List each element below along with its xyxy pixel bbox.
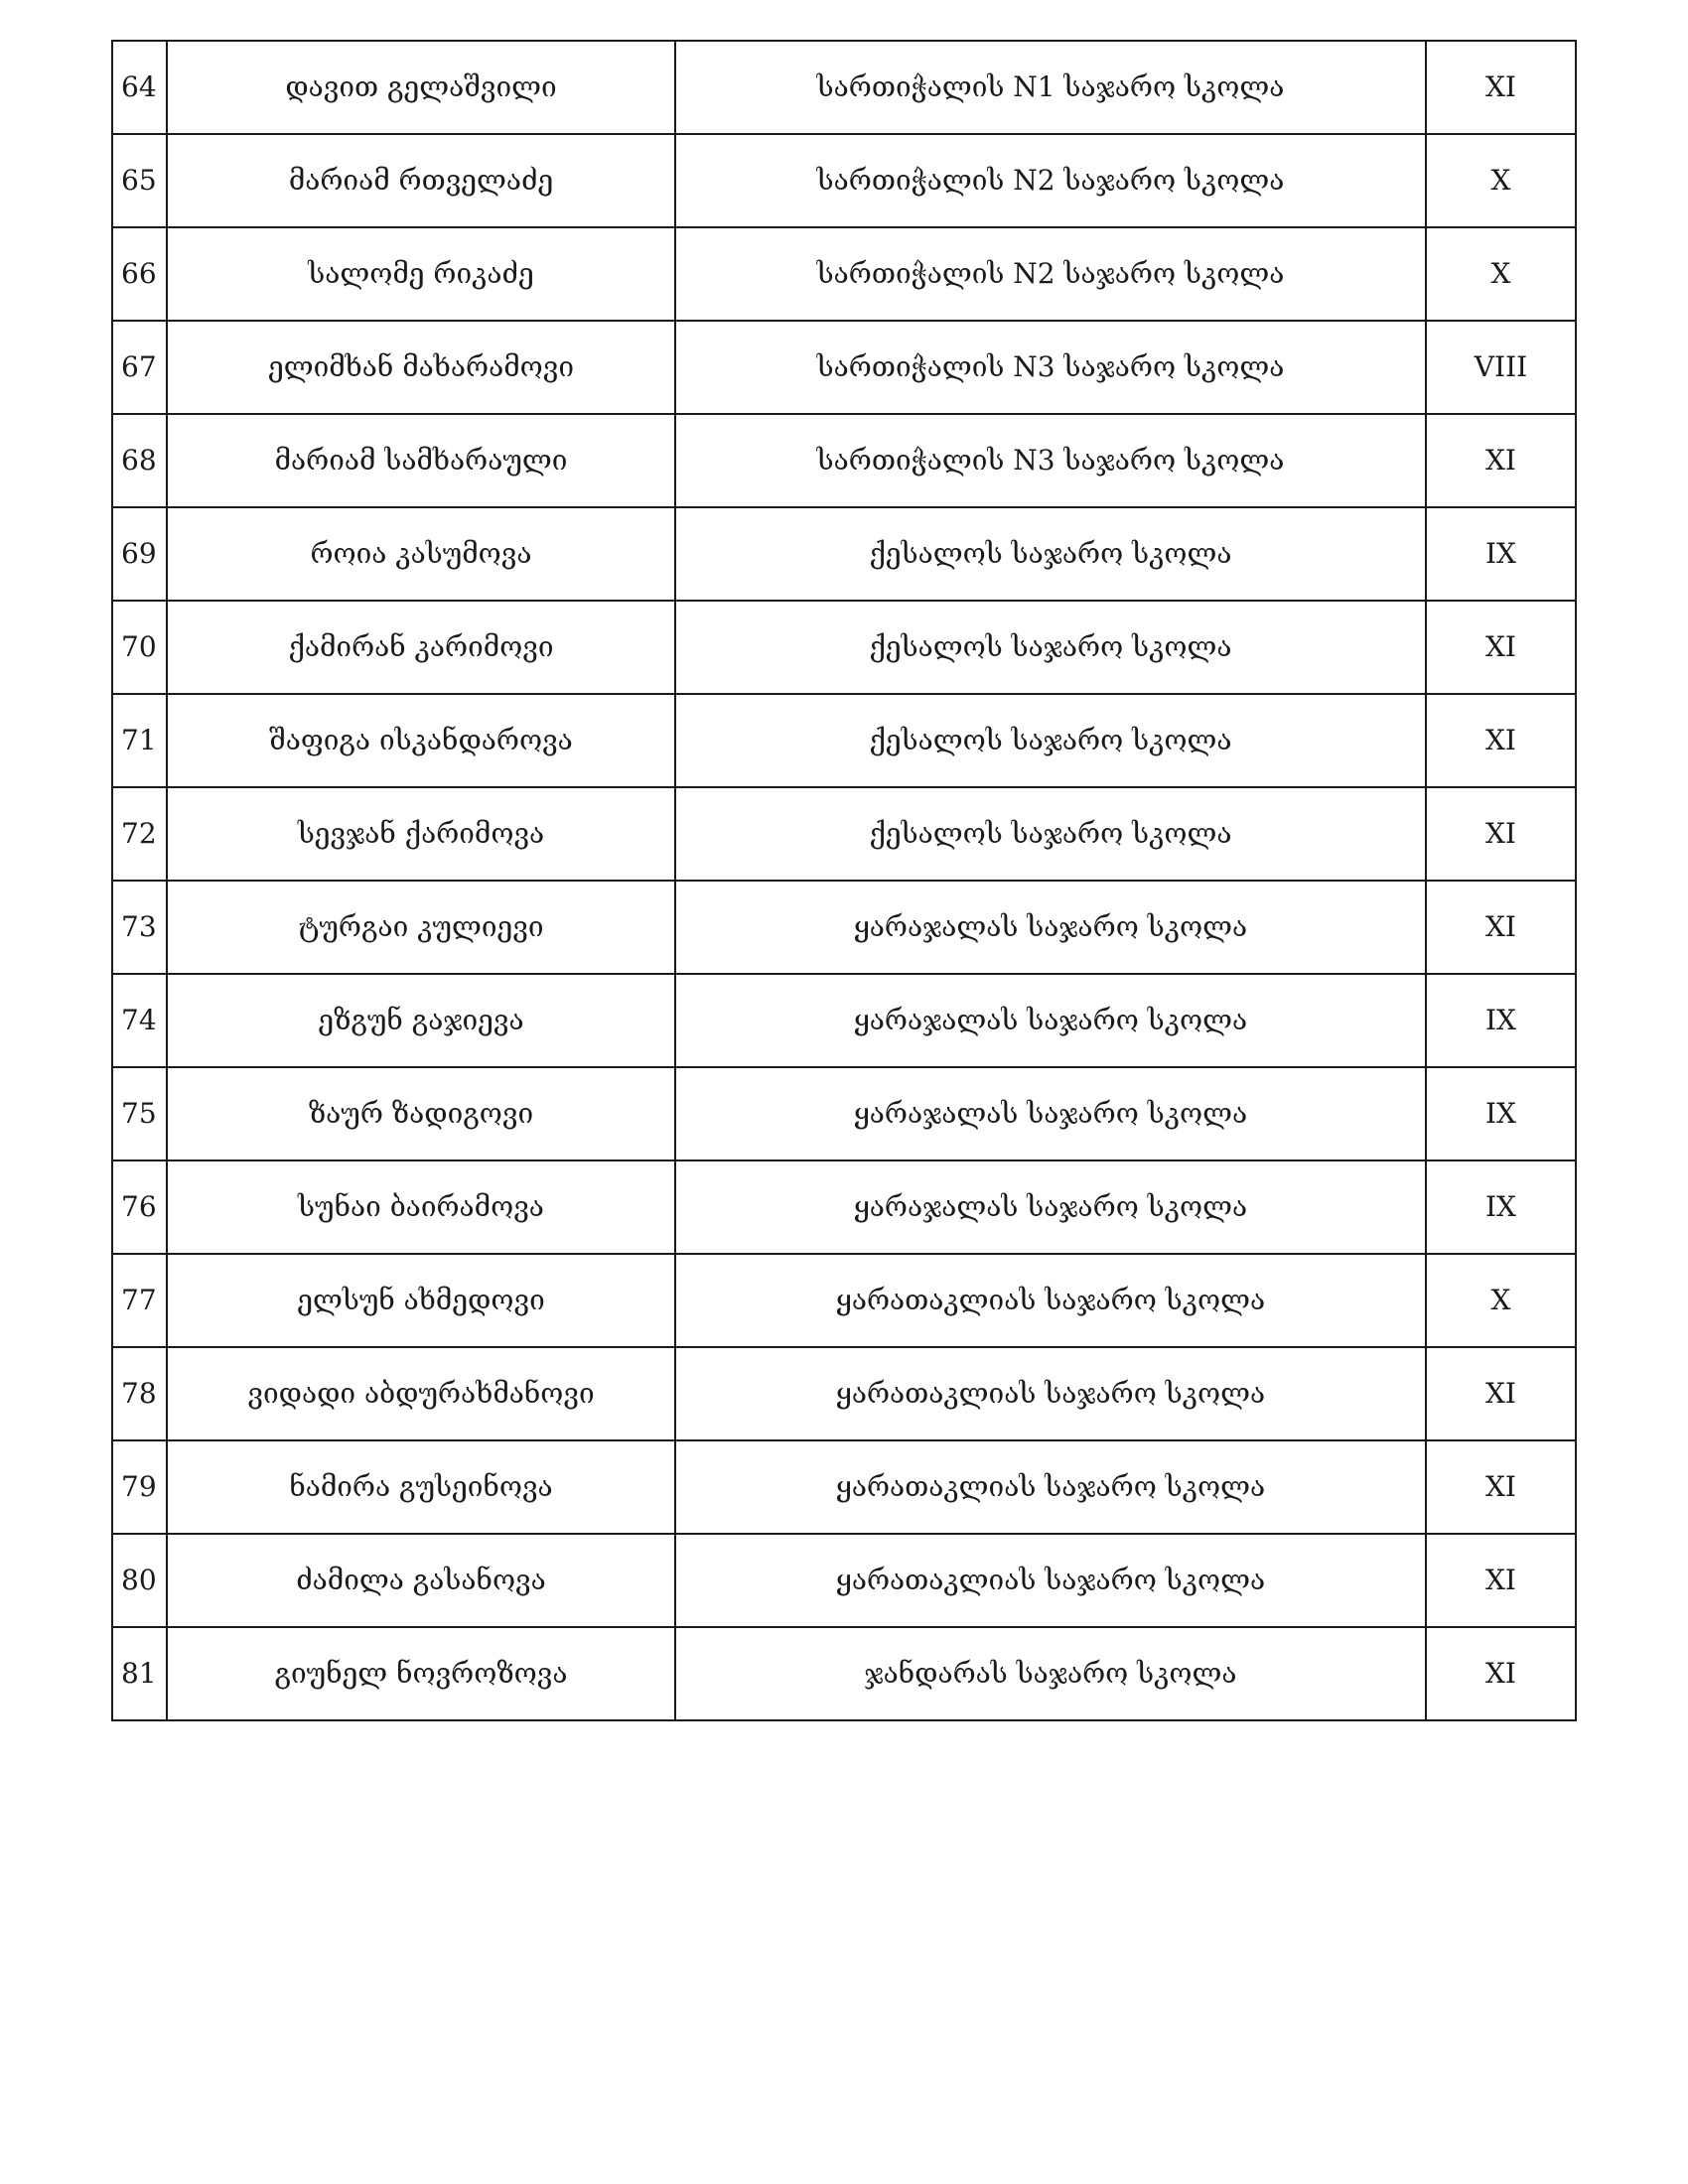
grade-cell: XI (1426, 601, 1576, 694)
row-number-cell: 81 (112, 1627, 167, 1720)
table-row (112, 1627, 1576, 1720)
table-row (112, 1067, 1576, 1160)
student-name-cell: ელსუნ ახმედოვი (167, 1254, 675, 1347)
row-number-cell: 78 (112, 1347, 167, 1440)
school-name-cell: ყარაჯალას საჯარო სკოლა (675, 881, 1426, 974)
student-name-cell: სუნაი ბაირამოვა (167, 1160, 675, 1254)
grade-cell: XI (1426, 1534, 1576, 1627)
row-number-cell: 69 (112, 507, 167, 601)
school-name-cell: ჯანდარას საჯარო სკოლა (675, 1627, 1426, 1720)
grade-cell: IX (1426, 507, 1576, 601)
school-name-cell: ქესალოს საჯარო სკოლა (675, 694, 1426, 787)
table-row (112, 41, 1576, 134)
row-number-cell: 73 (112, 881, 167, 974)
school-name-cell: ყარათაკლიას საჯარო სკოლა (675, 1534, 1426, 1627)
grade-cell: X (1426, 227, 1576, 321)
row-number-cell: 76 (112, 1160, 167, 1254)
student-name-cell: ელიმხან მახარამოვი (167, 321, 675, 414)
table-row (112, 134, 1576, 227)
row-number-cell: 74 (112, 974, 167, 1067)
school-name-cell: ქესალოს საჯარო სკოლა (675, 787, 1426, 881)
grade-cell: X (1426, 1254, 1576, 1347)
table-row (112, 1534, 1576, 1627)
student-name-cell: ძამილა გასანოვა (167, 1534, 675, 1627)
table-row (112, 1440, 1576, 1534)
grade-cell: VIII (1426, 321, 1576, 414)
table-row (112, 507, 1576, 601)
grade-cell: XI (1426, 414, 1576, 507)
student-name-cell: ვიდადი აბდურახმანოვი (167, 1347, 675, 1440)
row-number-cell: 70 (112, 601, 167, 694)
table-body (112, 41, 1576, 1720)
grade-cell: XI (1426, 694, 1576, 787)
table-row (112, 1160, 1576, 1254)
grade-cell: IX (1426, 1067, 1576, 1160)
grade-cell: XI (1426, 787, 1576, 881)
student-name-cell: ნამირა გუსეინოვა (167, 1440, 675, 1534)
school-name-cell: სართიჭალის N2 საჯარო სკოლა (675, 227, 1426, 321)
row-number-cell: 79 (112, 1440, 167, 1534)
student-name-cell: ზაურ ზადიგოვი (167, 1067, 675, 1160)
row-number-cell: 80 (112, 1534, 167, 1627)
student-name-cell: როია კასუმოვა (167, 507, 675, 601)
student-name-cell: სევჯან ქარიმოვა (167, 787, 675, 881)
school-name-cell: ქესალოს საჯარო სკოლა (675, 601, 1426, 694)
grade-cell: XI (1426, 881, 1576, 974)
table-row (112, 227, 1576, 321)
student-name-cell: ქამირან კარიმოვი (167, 601, 675, 694)
school-name-cell: სართიჭალის N2 საჯარო სკოლა (675, 134, 1426, 227)
student-name-cell: სალომე რიკაძე (167, 227, 675, 321)
school-name-cell: ყარაჯალას საჯარო სკოლა (675, 1067, 1426, 1160)
row-number-cell: 75 (112, 1067, 167, 1160)
row-number-cell: 72 (112, 787, 167, 881)
table-row (112, 974, 1576, 1067)
school-name-cell: სართიჭალის N3 საჯარო სკოლა (675, 321, 1426, 414)
grade-cell: XI (1426, 41, 1576, 134)
grade-cell: IX (1426, 974, 1576, 1067)
table-row (112, 1254, 1576, 1347)
school-name-cell: ყარაჯალას საჯარო სკოლა (675, 1160, 1426, 1254)
table-row (112, 321, 1576, 414)
table-row (112, 881, 1576, 974)
student-name-cell: შაფიგა ისკანდაროვა (167, 694, 675, 787)
table-row (112, 694, 1576, 787)
student-name-cell: ეზგუნ გაჯიევა (167, 974, 675, 1067)
student-name-cell: მარიამ სამხარაული (167, 414, 675, 507)
student-name-cell: მარიამ რთველაძე (167, 134, 675, 227)
table-row (112, 1347, 1576, 1440)
student-name-cell: გიუნელ ნოვროზოვა (167, 1627, 675, 1720)
row-number-cell: 77 (112, 1254, 167, 1347)
grade-cell: IX (1426, 1160, 1576, 1254)
row-number-cell: 65 (112, 134, 167, 227)
row-number-cell: 66 (112, 227, 167, 321)
school-name-cell: სართიჭალის N3 საჯარო სკოლა (675, 414, 1426, 507)
student-table (111, 40, 1577, 1721)
row-number-cell: 67 (112, 321, 167, 414)
school-name-cell: სართიჭალის N1 საჯარო სკოლა (675, 41, 1426, 134)
school-name-cell: ყარათაკლიას საჯარო სკოლა (675, 1347, 1426, 1440)
row-number-cell: 64 (112, 41, 167, 134)
grade-cell: X (1426, 134, 1576, 227)
grade-cell: XI (1426, 1440, 1576, 1534)
student-name-cell: დავით გელაშვილი (167, 41, 675, 134)
table-row (112, 414, 1576, 507)
school-name-cell: ყარათაკლიას საჯარო სკოლა (675, 1440, 1426, 1534)
row-number-cell: 71 (112, 694, 167, 787)
school-name-cell: ყარაჯალას საჯარო სკოლა (675, 974, 1426, 1067)
student-name-cell: ტურგაი კულიევი (167, 881, 675, 974)
grade-cell: XI (1426, 1347, 1576, 1440)
grade-cell: XI (1426, 1627, 1576, 1720)
school-name-cell: ყარათაკლიას საჯარო სკოლა (675, 1254, 1426, 1347)
school-name-cell: ქესალოს საჯარო სკოლა (675, 507, 1426, 601)
row-number-cell: 68 (112, 414, 167, 507)
table-row (112, 601, 1576, 694)
table-row (112, 787, 1576, 881)
